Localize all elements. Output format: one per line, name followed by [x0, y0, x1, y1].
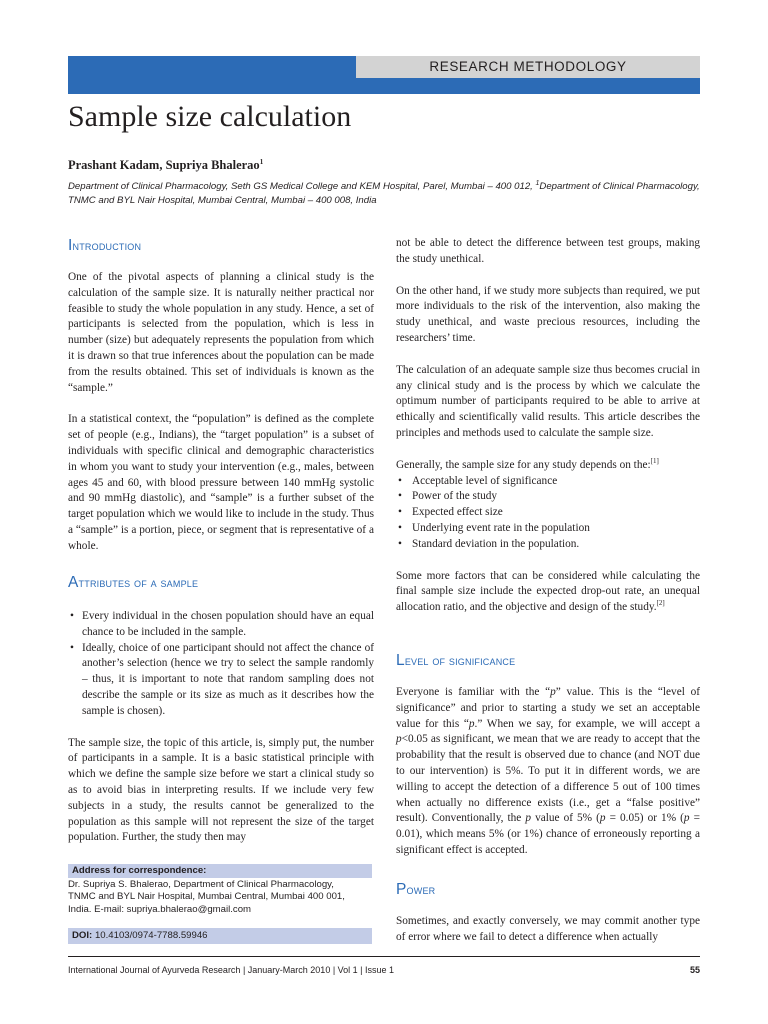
- left-column-intro: [68, 270, 374, 555]
- heading-power-cap: P: [396, 881, 407, 898]
- factors-ref: [2]: [656, 599, 665, 608]
- depends-item-3: • Expected effect size: [396, 505, 700, 521]
- affiliation-1: Department of Clinical Pharmacology, Seth GS Medical College and KEM Hospital, Parel, Mumbai – 400 012,: [68, 181, 536, 192]
- sig-text-c: .” When we say, for example, we will accept a: [474, 717, 700, 730]
- affiliations: [68, 180, 708, 207]
- correspondence-line-3: India. E-mail: supriya.bhalerao@gmail.com: [68, 903, 252, 915]
- heading-level-of-significance: [396, 652, 515, 670]
- sig-p-2: p: [468, 717, 475, 730]
- other-hand-paragraph: On the other hand, if we study more subjects than required, we put more individuals to the risk of the intervention, also making the study unethical, and waste precious resources, including the researchers’ time.: [396, 284, 700, 344]
- heading-introduction-cap: I: [68, 237, 73, 254]
- sig-text-e: value of 5% (: [531, 812, 600, 825]
- factors-paragraph: [396, 569, 700, 616]
- sig-text-f: = 0.05) or 1% (: [605, 812, 684, 825]
- right-column-power: [396, 914, 700, 946]
- calculation-paragraph: The calculation of an adequate sample size thus becomes crucial in any clinical study and is the process by which we calculate the optimum number of participants required to be able to arrive at ethically and scientifically valid results. This article describes the principles and methods used to calculate the sample size.: [396, 363, 700, 439]
- author-sup: 1: [259, 157, 264, 166]
- correspondence-address: [68, 879, 378, 916]
- article-title: Sample size calculation: [68, 100, 352, 133]
- depends-item-2: • Power of the study: [396, 489, 700, 505]
- section-label: RESEARCH METHODOLOGY: [356, 56, 700, 78]
- intro-paragraph-1: One of the pivotal aspects of planning a clinical study is the calculation of the sample size. It is naturally neither practical nor feasible to study the whole population in any study. Hence, a set of participants is selected from the population, which is less in number (size) but adequately represents the population from which it is drawn so that true inferences about the population can be made from the results obtained. This set of individuals is known as the “sample.”: [68, 271, 374, 394]
- sig-text-g: = 0.01), which means 5% (or 1%) chance of erroneously reporting a significant effect is accepted.: [396, 812, 700, 856]
- attributes-item-1: • Every individual in the chosen population should have an equal chance to be included in the sample.: [68, 609, 374, 641]
- sig-p-4: p: [525, 812, 532, 825]
- sig-p-1: p: [550, 686, 556, 698]
- heading-attributes: [68, 574, 198, 592]
- right-column-top: [396, 236, 700, 616]
- intro-paragraph-2: In a statistical context, the “population” is defined as the complete set of people (e.g., Indians), the “target population” is a subset of individuals with specific clinical and demographic characteristics in whom you want to study your intervention (e.g., males, between ages 45 and 60, with blood pressure between 140 mmHg systolic and 90 mmHg diastolic), and “sample” is a further subset of the target population which we would like to include in the study. Thus a “sample” is a portion, piece, or segment that is representative of a whole.: [68, 413, 374, 552]
- continued-paragraph: not be able to detect the difference between test groups, making the study unethical.: [396, 237, 700, 265]
- depends-item-4: • Underlying event rate in the population: [396, 521, 700, 537]
- depends-item-1: • Acceptable level of significance: [396, 474, 700, 490]
- authors: [68, 158, 263, 173]
- generally-ref: [1]: [650, 457, 659, 465]
- correspondence-line-1: Dr. Supriya S. Bhalerao, Department of Clinical Pharmacology,: [68, 879, 334, 890]
- doi-label: DOI:: [72, 930, 93, 941]
- sig-text-a: Everyone is familiar with the “: [396, 686, 551, 698]
- author-names: Prashant Kadam, Supriya Bhalerao: [68, 158, 260, 172]
- doi-value: 10.4103/0974-7788.59946: [94, 930, 208, 941]
- power-paragraph: Sometimes, and exactly conversely, we may commit another type of error where we fail to detect a difference when actually: [396, 915, 700, 943]
- depends-list: [396, 474, 700, 553]
- sample-size-paragraph: The sample size, the topic of this article, is, simply put, the number of participants in a sample. It is a basic statistical principle with which we define the sample size before we start a clinical study so as to avoid bias in interpreting results. If we include very few subjects in a study, the results cannot be generalized to the population as this sample will not represent the size of the target population. Further, the study then may: [68, 736, 374, 844]
- sig-text-b: ” value. This is the “level of significance” and prior to starting a study we set an acceptable value for this “: [396, 686, 700, 730]
- heading-introduction-rest: ntroduction: [72, 239, 142, 253]
- depends-item-5: • Standard deviation in the population.: [396, 537, 700, 553]
- footer-journal: International Journal of Ayurveda Research | January-March 2010 | Vol 1 | Issue 1: [68, 965, 395, 975]
- generally-text: Generally, the sample size for any study depends on the:: [396, 458, 651, 471]
- heading-level-cap: L: [396, 652, 405, 669]
- heading-power: [396, 881, 435, 899]
- right-column-significance: [396, 685, 700, 859]
- generally-paragraph: [396, 458, 700, 474]
- heading-attributes-cap: A: [68, 574, 79, 591]
- heading-introduction: [68, 237, 141, 255]
- correspondence-heading: Address for correspondence:: [68, 864, 372, 878]
- sig-p-5: p: [599, 812, 606, 825]
- affiliation-2: Department of Clinical Pharmacology, TNMC and BYL Nair Hospital, Mumbai Central, Mumbai – 400 008, India: [68, 181, 700, 206]
- heading-power-rest: ower: [406, 883, 436, 897]
- left-column-attributes: [68, 609, 374, 846]
- attributes-item-2: • Ideally, choice of one participant should not affect the chance of another’s selection (hence we try to select the sample randomly – thus, it is important to note that random sampling does not describe the sample or its size as much as it describes how the sample is chosen).: [68, 641, 374, 720]
- page-number: 55: [689, 965, 700, 975]
- doi-box: [68, 928, 372, 944]
- affiliation-sup: 1: [535, 179, 540, 187]
- factors-text: Some more factors that can be considered while calculating the final sample size include the expected drop-out rate, an unequal allocation ratio, and the objective and design of the study.: [396, 569, 700, 614]
- heading-attributes-rest: ttributes of a sample: [78, 576, 199, 590]
- significance-paragraph: [396, 685, 700, 859]
- attributes-list: [68, 609, 374, 720]
- sig-p-3: p: [396, 733, 402, 746]
- sig-text-d: <0.05 as significant, we mean that we are ready to accept that the probability that the result is observed due to chance (and NOT due to our intervention) is 5%. To put it in different words, we are willing to accept the detection of a difference 5 out of 100 times when actually no difference exists (i.e., get a “false positive” result). Conventionally, the: [396, 733, 700, 825]
- correspondence-line-2: TNMC and BYL Nair Hospital, Mumbai Central, Mumbai 400 001,: [68, 891, 345, 903]
- sig-p-6: p: [683, 812, 690, 825]
- footer-rule: [68, 956, 700, 957]
- heading-level-rest: evel of significance: [404, 654, 516, 668]
